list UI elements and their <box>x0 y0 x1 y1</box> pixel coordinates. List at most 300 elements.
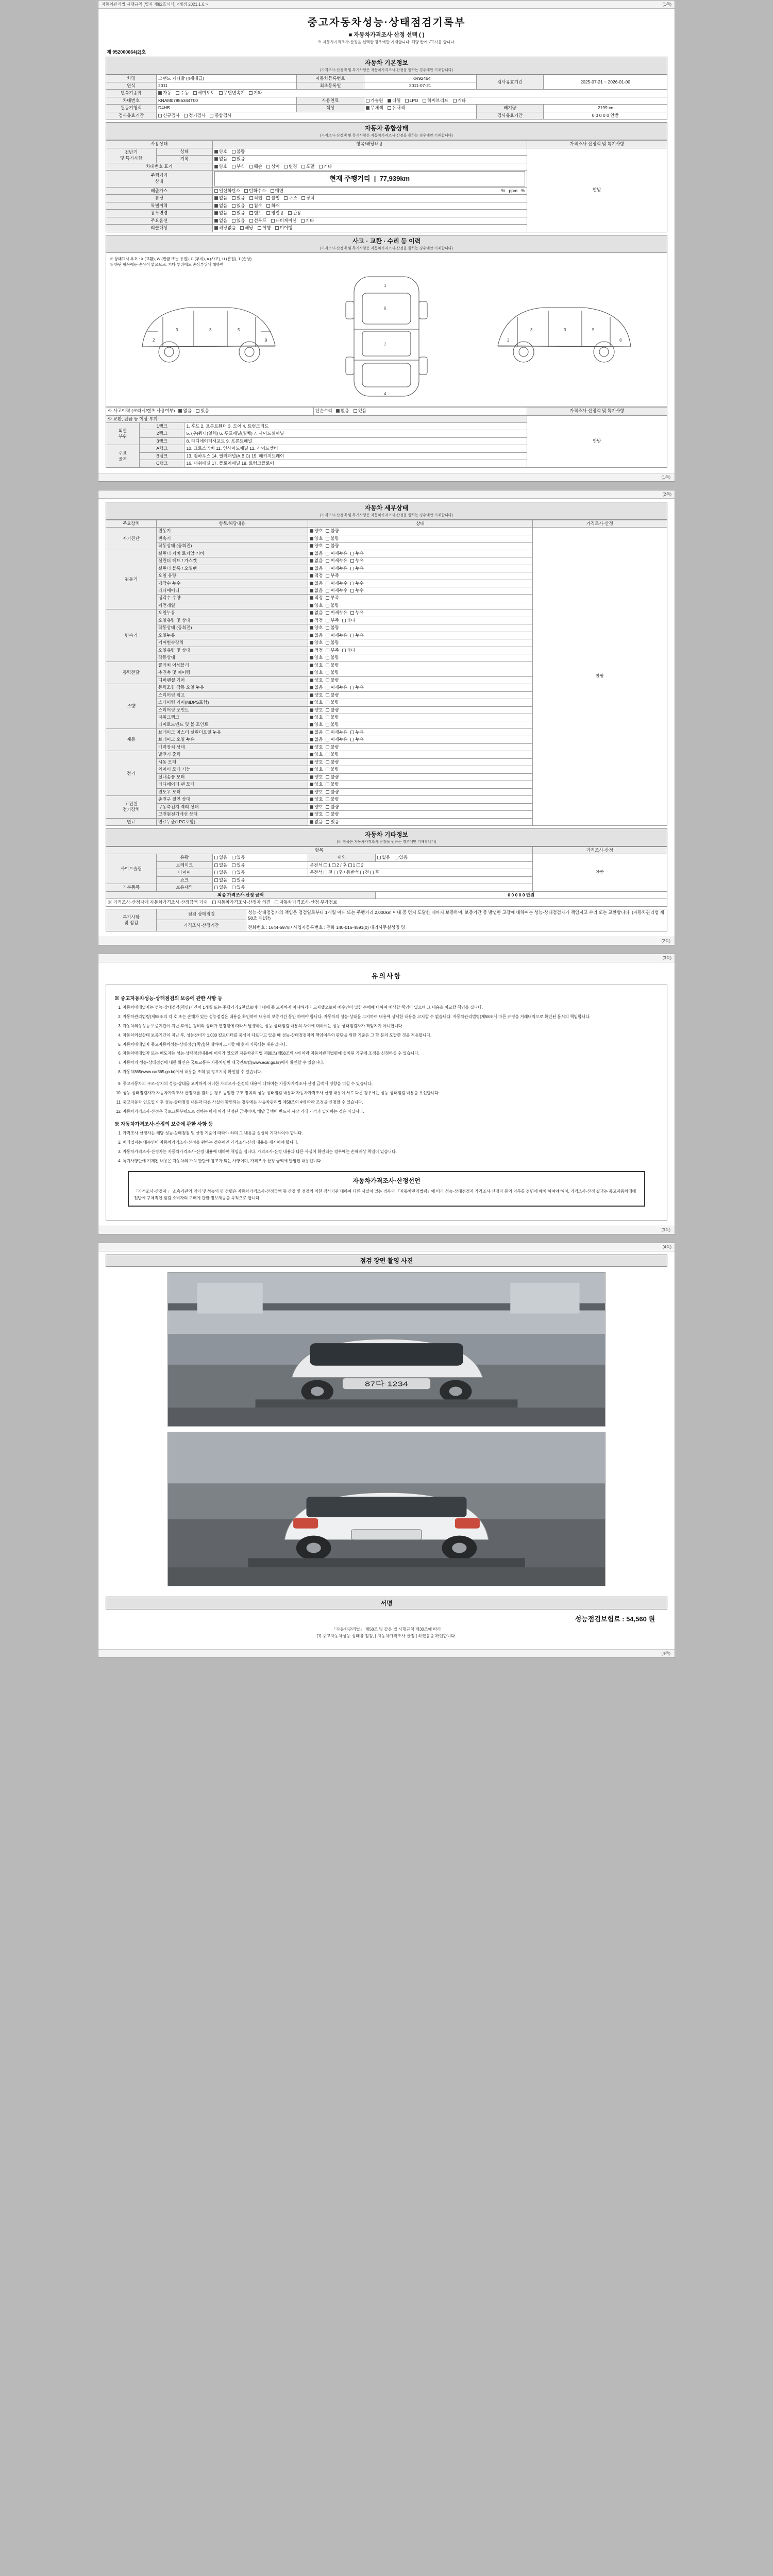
checkbox-checked[interactable]: 양호 <box>310 715 323 720</box>
value-rank-a: 10. 크로스멤버 11. 인사이드패널 12. 사이드멤버 <box>184 445 527 452</box>
value-meter-note <box>157 112 477 119</box>
checkbox-option[interactable]: 미세누유 <box>326 566 347 571</box>
detail-item-label: 배력장치 상태 <box>157 743 308 751</box>
checkbox-option[interactable]: 불량 <box>326 625 339 631</box>
value-engine: D4HB <box>157 105 297 112</box>
checkbox-checked[interactable]: 양호 <box>310 722 323 727</box>
checkbox-option[interactable]: 누수 <box>350 581 363 586</box>
checkbox-usage-none[interactable]: 없음 <box>214 210 227 216</box>
checkbox-vin-corrosion[interactable]: 부식 <box>232 164 245 170</box>
col-other-item: 항목 <box>106 847 533 854</box>
checkbox-option[interactable]: 부족 <box>326 618 339 623</box>
checkbox-option[interactable]: 불량 <box>326 715 339 720</box>
checkbox-option[interactable]: 불량 <box>326 804 339 810</box>
checkbox-option[interactable]: 과다 <box>342 618 355 623</box>
checkbox-option[interactable]: 누유 <box>350 730 363 735</box>
page-number-top-3: (3쪽) <box>662 956 671 961</box>
checkbox-checked[interactable]: 양호 <box>310 670 323 675</box>
checkbox-option[interactable]: 미세누수 <box>326 588 347 594</box>
checkbox-rec-yes[interactable]: 있음 <box>232 156 245 162</box>
checkbox-inout-yes[interactable]: 있음 <box>395 855 408 860</box>
detail-item-state <box>308 706 533 714</box>
detail-item-state <box>308 543 533 550</box>
checkbox-brake-yes[interactable]: 있음 <box>232 862 245 868</box>
label-inspector-block: 특기사항 및 점검 <box>106 909 157 931</box>
label-year: 연식 <box>106 82 157 89</box>
checkbox-option[interactable]: 불량 <box>326 640 339 646</box>
checkbox-option[interactable]: 미세누유 <box>326 610 347 616</box>
svg-text:9: 9 <box>265 338 267 343</box>
car-diagram-right-side <box>486 269 641 378</box>
checkbox-checked[interactable]: 없음 <box>310 551 323 556</box>
checkbox-brake-none[interactable]: 없음 <box>214 862 227 868</box>
final-confirmation-note <box>106 1624 667 1644</box>
svg-text:7: 7 <box>383 342 386 347</box>
checkbox-option[interactable]: 누유 <box>350 685 363 690</box>
checkbox-special-flood[interactable]: 침수 <box>249 203 262 209</box>
notice-title: 유의사항 <box>371 972 402 980</box>
value-rank-b: 13. 휠하우스 14. 필러패널(A,B,C) 15. 패키지트레이 <box>184 452 527 460</box>
checkbox-tire-dr[interactable] <box>334 871 338 874</box>
checkbox-checked[interactable]: 양호 <box>310 707 323 713</box>
checkbox-checked[interactable]: 없음 <box>310 730 323 735</box>
page-number-top-4: (4쪽) <box>662 1245 671 1250</box>
page-4-topbar <box>98 1243 675 1251</box>
section-overall-header <box>106 122 667 140</box>
checkbox-shock-yes[interactable]: 있음 <box>232 877 245 883</box>
checkbox-checked[interactable]: 적정 <box>310 648 323 653</box>
checkbox-acc-yes[interactable]: 있음 <box>196 408 209 414</box>
photo-area <box>106 1267 667 1597</box>
checkbox-option[interactable]: 불량 <box>326 663 339 668</box>
value-emission <box>212 187 527 194</box>
value-recall <box>212 225 527 232</box>
document-subnote: ※ 자동차가격조사·산정을 선택한 경우에만 기재합니다. 해당 칸에 √표시를 합니다. <box>317 40 456 44</box>
checkbox-color-achromatic[interactable]: 무채색 <box>366 105 383 111</box>
checkbox-checked[interactable]: 양호 <box>310 744 323 750</box>
checkbox-usage-yes[interactable]: 있음 <box>232 210 245 216</box>
checkbox-option[interactable]: 불량 <box>326 767 339 772</box>
value-validity: 0 0 0 0 0 안받 <box>544 112 667 119</box>
checkbox-option[interactable]: 불량 <box>326 782 339 787</box>
table-header-row <box>106 520 667 527</box>
checkbox-option[interactable]: 부족 <box>326 573 339 579</box>
checkbox-checked[interactable]: 없음 <box>310 566 323 571</box>
checkbox-option[interactable]: 불량 <box>326 670 339 675</box>
checkbox-checked[interactable]: 양호 <box>310 759 323 765</box>
checkbox-option[interactable]: 불량 <box>326 707 339 713</box>
checkbox-option-etc[interactable]: 기타 <box>301 218 314 224</box>
checkbox-option-nav[interactable]: 내비게이션 <box>271 218 297 224</box>
checkbox-tire-yes[interactable]: 있음 <box>232 870 245 875</box>
photo-rear-lift <box>167 1432 606 1586</box>
checkbox-emission-co[interactable]: 일산화탄소 <box>214 188 240 194</box>
detail-item-state <box>308 602 533 609</box>
checkbox-tuning-yes[interactable]: 있음 <box>232 195 245 201</box>
final-price-label: 최종 가격조사·산정 금액 <box>106 891 376 899</box>
accident-history-table <box>106 407 667 415</box>
checkbox-repair-none[interactable]: 없음 <box>336 408 349 414</box>
value-rank-3: 8. 라디에이터서포트 9. 프론트패널 <box>184 437 527 445</box>
checkbox-tuning-none[interactable]: 없음 <box>214 195 227 201</box>
checkbox-option[interactable]: 불량 <box>326 700 339 705</box>
checkbox-meter-1[interactable]: 신규검사 <box>158 113 180 118</box>
mileage-display: 현재 주행거리 | 77,939km <box>214 171 525 187</box>
notice-item: 4. 특기사항란에 기재된 내용은 자동차의 가치 판단에 참고가 되는 사항이며, 가격조사·산정 금액에 반영된 내용입니다. <box>123 1158 659 1165</box>
photo-band-title: 점검 장면 촬영 사진 <box>360 1257 413 1265</box>
label-emission: 배출가스 <box>106 187 213 194</box>
notice-item: 7. 자동차의 성능·상태점검에 대한 확인은 국토교통부 자동차민원 대국민포털(www.ecar.go.kr)에서 확인할 수 있습니다. <box>123 1060 659 1066</box>
checkbox-usage-business[interactable]: 영업용 <box>266 210 284 216</box>
svg-text:2: 2 <box>507 338 510 343</box>
detail-item-state <box>308 751 533 758</box>
detail-item-state <box>308 691 533 699</box>
label-first-half: 전반기 및 특기사항 <box>106 148 157 163</box>
detail-item-label: 변속기 <box>157 535 308 542</box>
detail-item-state <box>308 699 533 706</box>
checkbox-recall-yes[interactable]: 해당 <box>240 225 253 231</box>
detail-item-label: 브레이크 오일 누유 <box>157 736 308 743</box>
checkbox-recall-done[interactable]: 이행 <box>258 225 271 231</box>
checkbox-tuning-illegal[interactable]: 불법 <box>266 195 279 201</box>
checkbox-checked[interactable]: 양호 <box>310 663 323 668</box>
checkbox-recall-na[interactable]: 해당없음 <box>214 225 236 231</box>
value-reg-number: TKR92464 <box>364 75 476 82</box>
checkbox-acc-none[interactable]: 없음 <box>178 408 191 414</box>
notice-item: 12. 자동차가격조사·산정은 국토교통부령으로 정하는 바에 따라 산정된 금액이며, 해당 금액이 반드시 시장 거래 가격과 일치하는 것은 아닙니다. <box>123 1109 659 1115</box>
checkbox-option[interactable]: 불량 <box>326 603 339 608</box>
checkbox-option[interactable]: 불량 <box>326 759 339 765</box>
detail-item-state <box>308 528 533 535</box>
checkbox-checked[interactable]: 양호 <box>310 625 323 631</box>
checkbox-extra-info[interactable] <box>275 900 337 905</box>
inspector-note <box>246 909 667 931</box>
checkbox-checked[interactable]: 없음 <box>310 558 323 564</box>
checkbox-tuning-legal[interactable]: 적법 <box>249 195 262 201</box>
checkbox-checked[interactable]: 없음 <box>310 581 323 586</box>
checkbox-option[interactable]: 불량 <box>326 744 339 750</box>
label-tuning: 튜닝 <box>106 195 213 202</box>
checkbox-option[interactable]: 미세누유 <box>326 737 347 742</box>
checkbox-special-fire[interactable]: 화재 <box>266 203 279 209</box>
inspector-table <box>106 909 667 931</box>
checkbox-checked[interactable]: 양호 <box>310 767 323 772</box>
detail-item-state <box>308 632 533 639</box>
checkbox-option[interactable]: 있음 <box>326 819 339 825</box>
checkbox-state-bad[interactable]: 불량 <box>232 149 245 155</box>
notice-item: 2. 자동차관리법령(제58조의 각 호 또는 손해가 있는 성능점검은 내용을 확인하여 내용의 보증기간 동안 하여야 합니다. 자동차의 성능·상태를 고지하여 내용에 상세한 내용을 고지할 수 없습니다. 자동차관리법령(제58조에 따른 규정을 거래내역으로 확인된 문서의 책임합니다. <box>123 1014 659 1021</box>
page-number-top: (1쪽) <box>662 2 671 7</box>
detail-price-note: 안받 <box>532 528 667 826</box>
checkbox-checked[interactable]: 없음 <box>310 588 323 594</box>
checkbox-usage-rent[interactable]: 렌트 <box>249 210 262 216</box>
checkbox-checked[interactable]: 양호 <box>310 640 323 646</box>
checkbox-state-good[interactable]: 양호 <box>214 149 227 155</box>
svg-text:3: 3 <box>563 328 566 333</box>
checkbox-recall-not[interactable]: 미이행 <box>275 225 293 231</box>
detail-item-label: 스티어링 펌프 <box>157 691 308 699</box>
checkbox-option[interactable]: 누유 <box>350 610 363 616</box>
detail-item-state <box>308 595 533 602</box>
detail-item-label: 실린더 커버 로커암 커버 <box>157 550 308 557</box>
label-transmission: 변속기종류 <box>106 90 157 97</box>
checkbox-transmission-cvt[interactable]: 무단변속기 <box>219 90 245 96</box>
checkbox-checked[interactable]: 양호 <box>310 811 323 817</box>
checkbox-checked[interactable]: 없음 <box>310 685 323 690</box>
checkbox-brake-r1[interactable] <box>348 863 352 867</box>
checkbox-special-yes[interactable]: 있음 <box>232 203 245 209</box>
checkbox-opinion[interactable] <box>212 900 271 905</box>
checkbox-checked[interactable]: 적정 <box>310 618 323 623</box>
document-subtitle: ■ 자동차가격조사·산정 선택 ( ) <box>348 32 425 38</box>
checkbox-option[interactable]: 누유 <box>350 737 363 742</box>
checkbox-meter-2[interactable]: 정기검사 <box>184 113 206 118</box>
checkbox-option[interactable]: 부족 <box>326 648 339 653</box>
checkbox-tire-df[interactable] <box>324 871 327 874</box>
table-header-row <box>106 141 667 148</box>
detail-item-state <box>308 773 533 781</box>
value-light <box>212 854 308 861</box>
detail-item-label: 타이로드엔드 및 볼 조인트 <box>157 721 308 728</box>
detail-item-label: 연료누출(LPG포함) <box>157 818 308 825</box>
checkbox-tire-pf[interactable] <box>360 871 364 874</box>
detail-item-label: 실린더 블록 / 오일팬 <box>157 565 308 572</box>
detail-item-label: 파워크랭크 <box>157 714 308 721</box>
value-color <box>364 105 476 112</box>
photo-rear-lift-graphic <box>168 1432 605 1586</box>
checkbox-vin-damage[interactable]: 훼손 <box>249 164 262 170</box>
checkbox-option[interactable]: 불량 <box>326 796 339 802</box>
checkbox-option[interactable]: 불량 <box>326 536 339 541</box>
label-rank-b: B랭크 <box>140 452 184 460</box>
device-group-label: 제동 <box>106 728 157 751</box>
checkbox-checked[interactable]: 양호 <box>310 528 323 534</box>
inspector-note-text: 성능·상태점검자의 책임은 점검일로부터 1개월 이내 또는 주행거리 2,000km 이내 중 먼저 도달한 때까지 보증하며, 보증기간 중 발생한 고장에 대하여는 성능·상태점검자가 책임지고 수리 또는 교환합니다. (자동차관리법 제58조 제1항) <box>248 909 664 921</box>
checkbox-checked[interactable]: 양호 <box>310 796 323 802</box>
label-outer-panel: 외판 부위 <box>106 422 140 445</box>
svg-text:3: 3 <box>530 328 533 333</box>
notice-item: 8. 자동차365(www.car365.go.kr)에서 내용을 조회 및 정보기록 확인할 수 있습니다. <box>123 1069 659 1076</box>
col-main-device: 주요장치 <box>106 520 157 527</box>
checkbox-option[interactable]: 미세누유 <box>326 551 347 556</box>
checkbox-usage-gov[interactable]: 관용 <box>288 210 301 216</box>
checkbox-checked[interactable]: 없음 <box>310 610 323 616</box>
label-holding: 보유내역 <box>157 884 213 891</box>
checkbox-checked[interactable]: 양호 <box>310 782 323 787</box>
checkbox-checked[interactable]: 없음 <box>310 819 323 825</box>
value-tire-position: 운전석 전 후 / 동반석 전 후 <box>308 869 533 876</box>
repair-cell <box>313 408 527 415</box>
checkbox-checked[interactable]: 양호 <box>310 536 323 541</box>
label-tire: 타이어 <box>157 869 213 876</box>
checkbox-vin-diff[interactable]: 상이 <box>266 164 279 170</box>
checkbox-vin-change[interactable]: 변경 <box>284 164 297 170</box>
checkbox-vin-etc[interactable]: 기타 <box>319 164 332 170</box>
label-inout: 내외 <box>308 854 376 861</box>
page-2 <box>98 490 675 945</box>
checkbox-option[interactable]: 불량 <box>326 692 339 698</box>
checkbox-tire-pr[interactable] <box>370 871 374 874</box>
page-4-footer: (4쪽) <box>98 1649 675 1657</box>
checkbox-tire-none[interactable]: 없음 <box>214 870 227 875</box>
checkbox-transmission-semi[interactable]: 세미오토 <box>193 90 215 96</box>
checkbox-option[interactable]: 미세누유 <box>326 685 347 690</box>
checkbox-checked[interactable]: 없음 <box>310 737 323 742</box>
checkbox-holding-yes[interactable]: 있음 <box>232 885 245 890</box>
value-inout <box>375 854 532 861</box>
checkbox-option-yes[interactable]: 있음 <box>232 218 245 224</box>
frame-parts-table <box>106 415 667 468</box>
checkbox-option[interactable]: 누유 <box>350 566 363 571</box>
checkbox-checked[interactable]: 양호 <box>310 804 323 810</box>
checkbox-vin-erase[interactable]: 도말 <box>301 164 314 170</box>
label-main-option: 주요옵션 <box>106 217 213 224</box>
detail-item-label: 라디에이터 팬 모터 <box>157 781 308 788</box>
checkbox-option[interactable]: 불량 <box>326 811 339 817</box>
detail-item-label: 발전기 출력 <box>157 751 308 758</box>
value-shock <box>212 876 532 884</box>
checkbox-option[interactable]: 누수 <box>350 588 363 594</box>
checkbox-option[interactable]: 불량 <box>326 655 339 660</box>
notice-list-2 <box>114 1081 659 1115</box>
checkbox-inout-none[interactable]: 없음 <box>377 855 390 860</box>
detail-item-label: 스티어링 조인트 <box>157 706 308 714</box>
checkbox-option[interactable]: 누유 <box>350 558 363 564</box>
checkbox-option-sunroof[interactable]: 선루프 <box>249 218 267 224</box>
checkbox-fuel-hybrid[interactable]: 하이브리드 <box>423 98 448 104</box>
table-row <box>106 854 667 861</box>
checkbox-option[interactable]: 미세누유 <box>326 558 347 564</box>
section-other-header <box>106 828 667 846</box>
checkbox-repair-yes[interactable]: 있음 <box>354 408 366 414</box>
checkbox-option[interactable]: 미세누수 <box>326 581 347 586</box>
checkbox-light-none[interactable]: 없음 <box>214 855 227 860</box>
checkbox-emission-smoke[interactable]: 매연 <box>271 188 283 194</box>
car-diagram-left-side <box>132 269 287 378</box>
checkbox-checked[interactable]: 양호 <box>310 543 323 549</box>
checkbox-option[interactable]: 불량 <box>326 543 339 549</box>
checkbox-fuel-gasoline[interactable]: 가솔린 <box>366 98 383 104</box>
checkbox-checked[interactable]: 양호 <box>310 700 323 705</box>
declaration-title: 자동차가격조사·산정선언 <box>352 1177 421 1184</box>
label-vin-mark: 차대번호 표기 <box>106 163 213 170</box>
damage-diagram-area <box>106 253 667 408</box>
checkbox-option[interactable]: 미세누유 <box>326 730 347 735</box>
checkbox-transmission-manual[interactable]: 수동 <box>176 90 189 96</box>
checkbox-brake-d1[interactable] <box>324 863 327 867</box>
checkbox-tuning-device[interactable]: 장치 <box>301 195 314 201</box>
detail-item-state <box>308 647 533 654</box>
checkbox-checked[interactable]: 양호 <box>310 692 323 698</box>
checkbox-option[interactable]: 부족 <box>326 595 339 601</box>
svg-text:2: 2 <box>153 338 155 343</box>
notice-item: 11. 중고자동차 인도일 이후 성능·상태점검 내용과 다른 사실이 확인되는 경우에는 자동차관리법 제58조의 4에 따라 조정을 신청할 수 있습니다. <box>123 1099 659 1106</box>
page-1-footer: (1쪽) <box>98 473 675 481</box>
checkbox-option[interactable]: 미세누유 <box>326 633 347 638</box>
notice-list-3 <box>114 1130 659 1164</box>
detail-item-state <box>308 639 533 647</box>
label-validity: 검사유효기간 <box>476 112 544 119</box>
checkbox-vin-good[interactable]: 양호 <box>214 164 227 170</box>
page-3 <box>98 954 675 1234</box>
checkbox-option[interactable]: 불량 <box>326 789 339 795</box>
checkbox-checked[interactable]: 양호 <box>310 655 323 660</box>
checkbox-transmission-auto[interactable]: 자동 <box>158 90 171 96</box>
value-tuning <box>212 195 527 202</box>
label-displacement: 배기량 <box>476 105 544 112</box>
checkbox-checked[interactable]: 양호 <box>310 603 323 608</box>
checkbox-color-chromatic[interactable]: 유채색 <box>388 105 405 111</box>
detail-item-label: 라디에이터 <box>157 587 308 595</box>
table-row <box>106 105 667 112</box>
checkbox-brake-r2[interactable] <box>357 863 360 867</box>
label-color: 색상 <box>297 105 364 112</box>
label-rank-2: 2랭크 <box>140 430 184 437</box>
checkbox-checked[interactable]: 적정 <box>310 595 323 601</box>
section-detail-title: 자동차 세부상태 <box>364 504 409 512</box>
detail-item-label: 디퍼렌셜 기어 <box>157 676 308 684</box>
checkbox-holding-none[interactable]: 없음 <box>214 885 227 890</box>
checkbox-checked[interactable]: 없음 <box>310 633 323 638</box>
checkbox-checked[interactable]: 양호 <box>310 789 323 795</box>
detail-item-label: 작동상태 (공회전) <box>157 543 308 550</box>
value-vin: KNAM07886344T00 <box>157 97 297 104</box>
checkbox-transmission-etc[interactable]: 기타 <box>249 90 262 96</box>
checkbox-option[interactable]: 누유 <box>350 551 363 556</box>
checkbox-option[interactable]: 불량 <box>326 774 339 780</box>
value-brake <box>212 861 308 869</box>
final-price-value: 0 0 0 0 0 만원 <box>375 891 667 899</box>
checkbox-special-none[interactable]: 없음 <box>214 203 227 209</box>
value-rank-1: 1. 후드 2. 프론트휀더 3. 도어 4. 트렁크리드 <box>184 422 527 430</box>
checkbox-option[interactable]: 과다 <box>342 648 355 653</box>
checkbox-shock-none[interactable]: 없음 <box>214 877 227 883</box>
photo-front-lift-graphic <box>168 1273 605 1426</box>
notice-item: 3. 자동차의상성능 보증기간이 지난 후에는 장비의 상태가 변경됨에 따라서 발생하는 성능·상태점검 내용의 차이에 대하여는 성능·상태점검자가 책임지지 아니합니다. <box>123 1023 659 1030</box>
value-first-reg: 2011-07-21 <box>364 82 476 89</box>
checkbox-option-none[interactable]: 없음 <box>214 218 227 224</box>
label-car-name: 차명 <box>106 75 157 82</box>
checkbox-fuel-lpg[interactable]: LPG <box>405 98 418 104</box>
page-3-footer: (3쪽) <box>98 1226 675 1234</box>
col-detail: 항목/해당내용 <box>212 141 527 148</box>
value-fuel <box>364 97 667 104</box>
checkbox-emission-hc[interactable]: 탄화수소 <box>244 188 266 194</box>
checkbox-fuel-etc[interactable]: 기타 <box>453 98 466 104</box>
notice-item: 2. 매매업자는 매수인이 자동차가격조사·산정을 원하는 경우에만 가격조사·산정 내용을 제시해야 합니다. <box>123 1140 659 1146</box>
checkbox-rec-none[interactable]: 없음 <box>214 156 227 162</box>
checkbox-checked[interactable]: 양호 <box>310 774 323 780</box>
checkbox-option[interactable]: 불량 <box>326 677 339 683</box>
label-inspect-valid: 검사유효기간 <box>476 75 544 90</box>
checkbox-checked[interactable]: 양호 <box>310 752 323 757</box>
checkbox-checked[interactable]: 양호 <box>310 677 323 683</box>
checkbox-tuning-structure[interactable]: 구조 <box>284 195 297 201</box>
checkbox-option[interactable]: 불량 <box>326 722 339 727</box>
label-side-slip: 사이드슬립 <box>106 854 157 884</box>
checkbox-option[interactable]: 누유 <box>350 633 363 638</box>
checkbox-light-yes[interactable]: 있음 <box>232 855 245 860</box>
checkbox-checked[interactable]: 적정 <box>310 573 323 579</box>
page-1 <box>98 0 675 482</box>
checkbox-brake-d2[interactable] <box>332 863 335 867</box>
checkbox-option[interactable]: 불량 <box>326 752 339 757</box>
checkbox-fuel-diesel[interactable]: 디젤 <box>388 98 400 104</box>
checkbox-meter-3[interactable]: 종합검사 <box>210 113 231 118</box>
checkbox-option[interactable]: 불량 <box>326 528 339 534</box>
detail-item-label: 시동 모터 <box>157 758 308 766</box>
form-reference: 자동차관리법 시행규칙 [별지 제82호서식] <개정 2021.1.6.> <box>102 2 208 7</box>
